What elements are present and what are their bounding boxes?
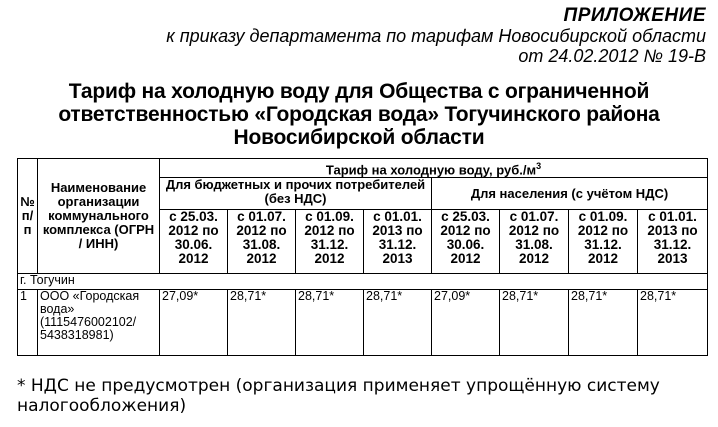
region-row: г. Тогучин — [18, 274, 708, 290]
col-header-tariff — [160, 159, 708, 178]
document-title — [0, 80, 718, 149]
period-header: с 01.09. 2012 по 31.12. 2012 — [296, 210, 364, 274]
tariff-value: 28,71* — [500, 290, 569, 356]
tariff-header-text: Тариф на холодную воду, руб./м — [325, 162, 537, 178]
document-title-line-1: Тариф на холодную воду для Общества с ограниченной — [68, 80, 650, 103]
appendix-order-line: к приказу департамента по тарифам Новосибирской области — [166, 26, 706, 46]
tariff-value: 28,71* — [638, 290, 708, 356]
period-header: с 25.03. 2012 по 30.06. 2012 — [432, 210, 500, 274]
tariff-value: 28,71* — [569, 290, 638, 356]
period-header: с 01.01. 2013 по 31.12. 2013 — [638, 210, 708, 274]
document-title-line-3: Новосибирской области — [233, 126, 485, 149]
period-header: с 01.01. 2013 по 31.12. 2013 — [364, 210, 432, 274]
col-header-num: № п/п — [18, 159, 38, 274]
tariff-table — [17, 158, 708, 356]
group-header-population: Для населения (с учётом НДС) — [432, 178, 708, 210]
tariff-value: 28,71* — [364, 290, 432, 356]
tariff-value: 27,09* — [432, 290, 500, 356]
row-organization: ООО «Городская вода» (1115476002102/ 5438318981) — [38, 290, 160, 356]
document-title-line-2: ответственностью «Городская вода» Тогучинского района — [58, 103, 660, 126]
tariff-value: 28,71* — [296, 290, 364, 356]
tariff-value: 28,71* — [228, 290, 296, 356]
period-header: с 25.03. 2012 по 30.06. 2012 — [160, 210, 228, 274]
period-header: с 01.07. 2012 по 31.08. 2012 — [228, 210, 296, 274]
table-row — [18, 290, 708, 356]
appendix-title: ПРИЛОЖЕНИЕ — [563, 5, 706, 26]
period-header: с 01.09. 2012 по 31.12. 2012 — [569, 210, 638, 274]
row-number: 1 — [18, 290, 38, 356]
tariff-value: 27,09* — [160, 290, 228, 356]
group-header-budget: Для бюджетных и прочих потребителей (без НДС) — [160, 178, 432, 210]
appendix-header — [6, 6, 706, 66]
appendix-date-line: от 24.02.2012 № 19-В — [518, 46, 706, 66]
tariff-header-unit-power: 3 — [536, 161, 542, 171]
footnote: * НДС не предусмотрен (организация применяет упрощённую систему налогообложения) — [17, 376, 660, 416]
period-header: с 01.07. 2012 по 31.08. 2012 — [500, 210, 569, 274]
col-header-org: Наименование организации коммунального комплекса (ОГРН / ИНН) — [38, 159, 160, 274]
